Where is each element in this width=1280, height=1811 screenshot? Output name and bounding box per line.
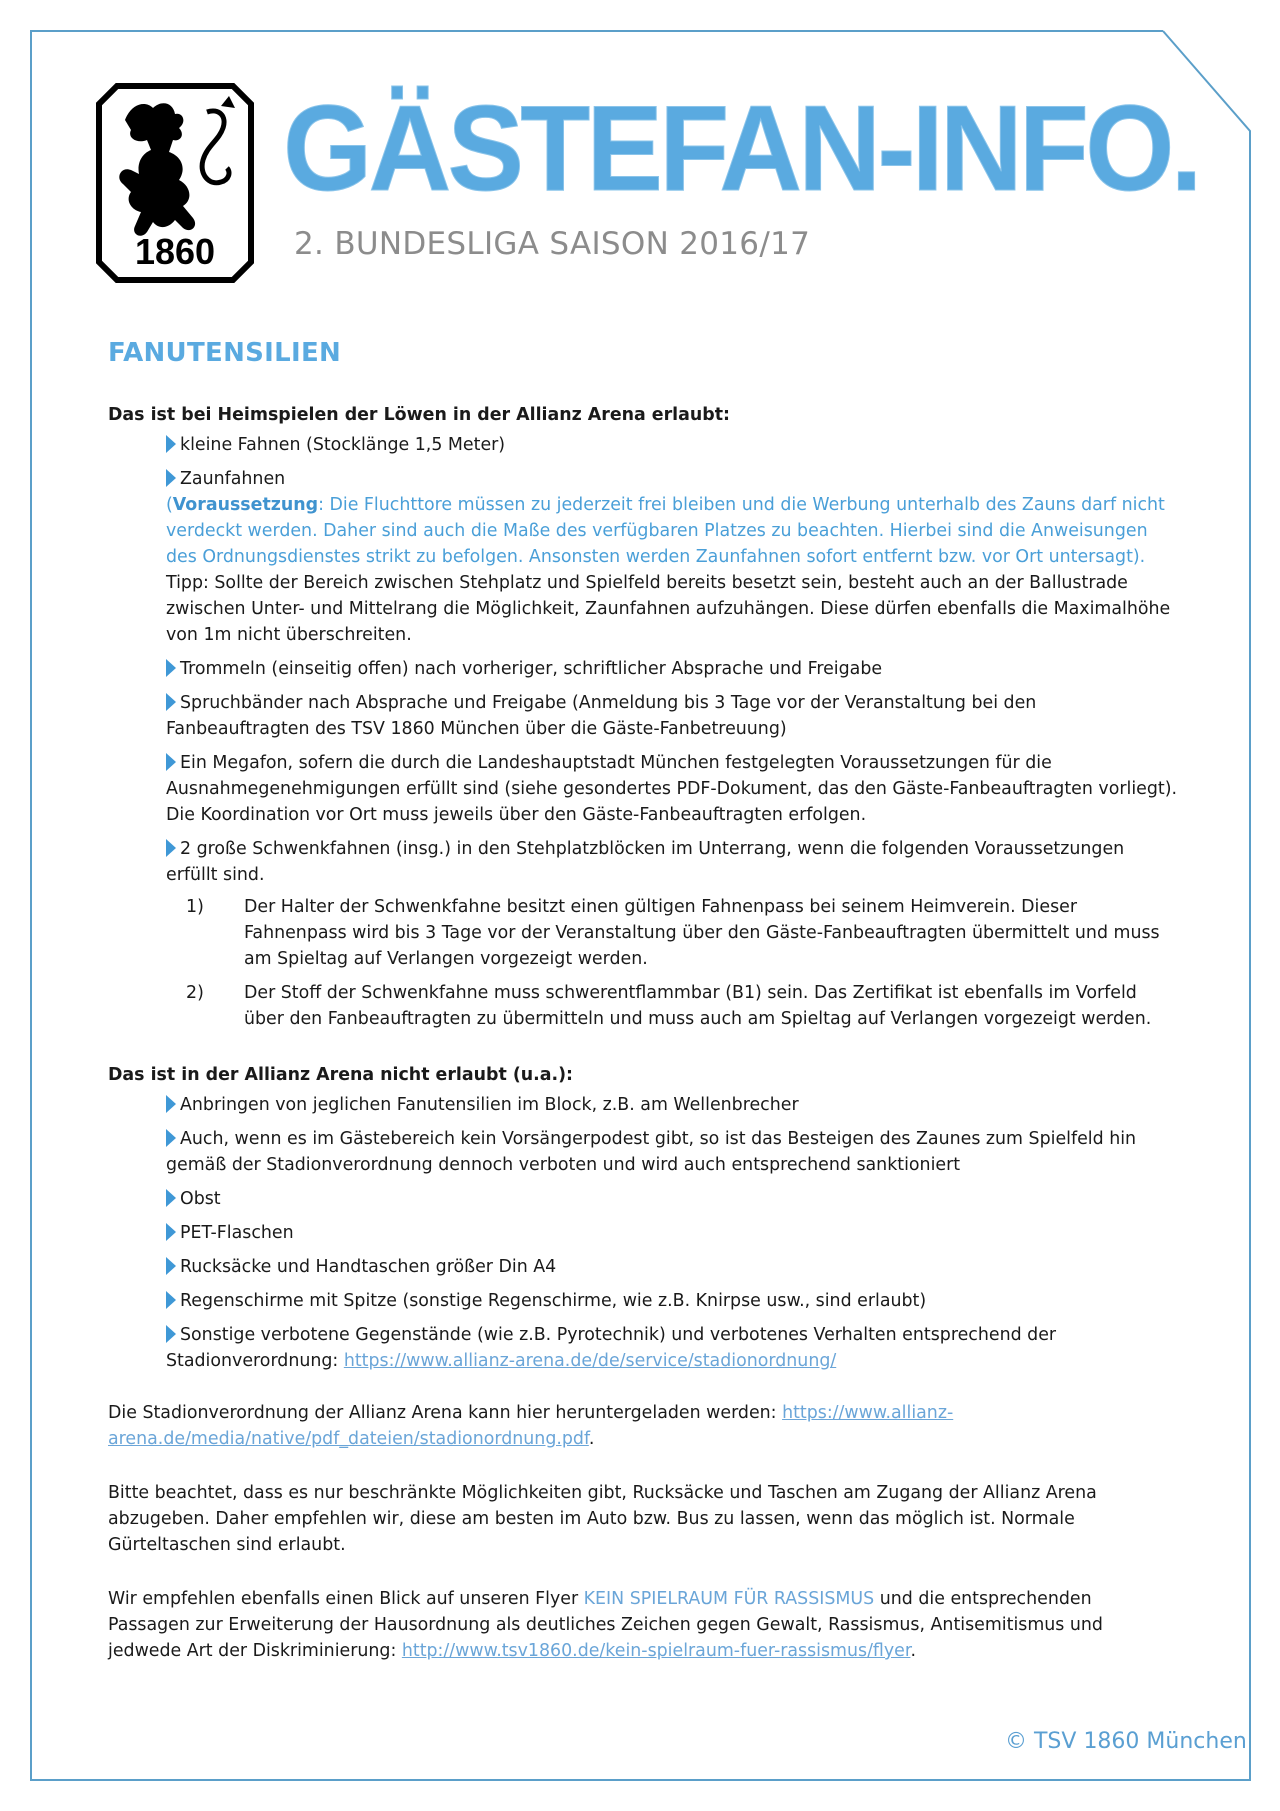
- list-item: Obst: [166, 1186, 1178, 1212]
- list-item: Auch, wenn es im Gästebereich kein Vorsängerpodest gibt, so ist das Besteigen des Zaunes zum Spielfeld hin gemäß der Stadionverordnung dennoch verboten und wird auch entsprechend sanktioniert: [166, 1129, 1137, 1175]
- triangle-bullet-icon: [166, 753, 176, 771]
- triangle-bullet-icon: [166, 693, 176, 711]
- triangle-bullet-icon: [166, 1291, 176, 1309]
- list-item: Trommeln (einseitig offen) nach vorheriger, schriftlicher Absprache und Freigabe: [166, 656, 1178, 682]
- list-item: Sonstige verbotene Gegenstände (wie z.B. Pyrotechnik) und verbotenes Verhalten entsprechend der Stadionverordnung: https://www.allianz-arena.de/de/service/stadionordnung/: [166, 1325, 1057, 1371]
- triangle-bullet-icon: [166, 1257, 176, 1275]
- allowed-heading: Das ist bei Heimspielen der Löwen in der Allianz Arena erlaubt:: [108, 405, 730, 425]
- triangle-bullet-icon: [166, 1095, 176, 1113]
- stadionordnung-link[interactable]: https://www.allianz-arena.de/de/service/stadionordnung/: [343, 1351, 837, 1371]
- list-item: Ein Megafon, sofern die durch die Landeshauptstadt München festgelegten Voraussetzungen für die Ausnahmegenehmigungen erfüllt sind (siehe gesondertes PDF-Dokument, das den Gäste-Fanbeauftragten vorliegt). Die Koordination vor Ort muss jeweils über den Gäste-Fanbeauftragten erfolgen.: [166, 753, 1178, 825]
- list-item: Rucksäcke und Handtaschen größer Din A4: [166, 1254, 1178, 1280]
- club-crest-logo: [95, 82, 255, 284]
- triangle-bullet-icon: [166, 1223, 176, 1241]
- document-body: [108, 340, 1178, 1692]
- download-paragraph: Die Stadionverordnung der Allianz Arena kann hier heruntergeladen werden: https://www.allianz-arena.de/media/native/pdf_dateien/stadionordnung.pdf.: [108, 1403, 954, 1449]
- forbidden-heading: Das ist in der Allianz Arena nicht erlaubt (u.a.):: [108, 1065, 574, 1085]
- bags-paragraph: Bitte beachtet, dass es nur beschränkte Möglichkeiten gibt, Rucksäcke und Taschen am Zugang der Allianz Arena abzugeben. Daher empfehlen wir, diese am besten im Auto bzw. Bus zu lassen, wenn das möglich ist. Normale Gürteltaschen sind erlaubt.: [108, 1483, 1097, 1555]
- section-heading: FANUTENSILIEN: [108, 338, 342, 368]
- list-item: Anbringen von jeglichen Fanutensilien im Block, z.B. am Wellenbrecher: [166, 1092, 1178, 1118]
- zaun-condition-note: (Voraussetzung: Die Fluchttore müssen zu jederzeit frei bleiben und die Werbung unterhalb des Zauns darf nicht verdeckt werden. Daher sind auch die Maße des verfügbaren Platzes zu beachten. Hierbei sind die Anweisungen des Ordnungsdienstes strikt zu befolgen. Ansonsten werden Zaunfahnen sofort entfernt bzw. vor Ort untersagt).: [166, 495, 1165, 567]
- copyright-notice: © TSV 1860 München: [1005, 1729, 1247, 1754]
- triangle-bullet-icon: [166, 659, 176, 677]
- list-item: kleine Fahnen (Stocklänge 1,5 Meter): [166, 432, 1178, 458]
- condition-item: 1) Der Halter der Schwenkfahne besitzt einen gültigen Fahnenpass bei seinem Heimverein. Dieser Fahnenpass wird bis 3 Tage vor der Veranstaltung über den Gäste-Fanbeauftragten übermittelt und muss am Spieltag auf Verlangen vorgezeigt werden.: [186, 897, 1160, 969]
- flyer-link[interactable]: http://www.tsv1860.de/kein-spielraum-fuer-rassismus/flyer: [401, 1641, 911, 1661]
- allowed-list: [108, 432, 1178, 1032]
- flyer-paragraph: Wir empfehlen ebenfalls einen Blick auf unseren Flyer KEIN SPIELRAUM FÜR RASSISMUS und die entsprechenden Passagen zur Erweiterung der Hausordnung als deutliches Zeichen gegen Gewalt, Rassismus, Antisemitismus und jedwede Art der Diskriminierung: http://www.tsv1860.de/kein-spielraum-fuer-rassismus/flyer.: [108, 1589, 1103, 1661]
- triangle-bullet-icon: [166, 839, 176, 857]
- forbidden-list: [108, 1092, 1178, 1374]
- list-item: Zaunfahnen (Voraussetzung: Die Fluchttore müssen zu jederzeit frei bleiben und die Werbung unterhalb des Zauns darf nicht verdeckt werden. Daher sind auch die Maße des verfügbaren Platzes zu beachten. Hierbei sind die Anweisungen des Ordnungsdienstes strikt zu befolgen. Ansonsten werden Zaunfahnen sofort entfernt bzw. vor Ort untersagt). Tipp: Sollte der Bereich zwischen Stehplatz und Spielfeld bereits besetzt sein, besteht auch an der Ballustrade zwischen Unter- und Mittelrang die Möglichkeit, Zaunfahnen aufzuhängen. Diese dürfen ebenfalls die Maximalhöhe von 1m nicht überschreiten.: [166, 469, 1171, 645]
- logo-number: 1860: [134, 231, 216, 272]
- triangle-bullet-icon: [166, 1129, 176, 1147]
- triangle-bullet-icon: [166, 1189, 176, 1207]
- list-item: 2 große Schwenkfahnen (insg.) in den Stehplatzblöcken im Unterrang, wenn die folgenden Voraussetzungen erfüllt sind. 1) Der Halter der Schwenkfahne besitzt einen gültigen Fahnenpass bei seinem Heimverein. Dieser Fahnenpass wird bis 3 Tage vor der Veranstaltung über den Gäste-Fanbeauftragten übermittelt und muss am Spieltag auf Verlangen vorgezeigt werden. 2) Der Stoff der Schwenkfahne muss schwerentflammbar (B1) sein. Das Zertifikat ist ebenfalls im Vorfeld über den Fanbeauftragten zu übermitteln und muss auch am Spieltag auf Verlangen vorgezeigt werden.: [166, 836, 1178, 1032]
- zaun-tip: Tipp: Sollte der Bereich zwischen Stehplatz und Spielfeld bereits besetzt sein, besteht auch an der Ballustrade zwischen Unter- und Mittelrang die Möglichkeit, Zaunfahnen aufzuhängen. Diese dürfen ebenfalls die Maximalhöhe von 1m nicht überschreiten.: [166, 573, 1171, 645]
- page-title: GÄSTEFAN-INFO.: [283, 80, 1199, 216]
- conditions-list: [166, 894, 1178, 1032]
- list-item: Regenschirme mit Spitze (sonstige Regenschirme, wie z.B. Knirpse usw., sind erlaubt): [166, 1288, 1178, 1314]
- stadionordnung-pdf-link[interactable]: https://www.allianz-arena.de/media/native/pdf_dateien/stadionordnung.pdf: [108, 1403, 954, 1449]
- triangle-bullet-icon: [166, 469, 176, 487]
- list-item: Spruchbänder nach Absprache und Freigabe (Anmeldung bis 3 Tage vor der Veranstaltung bei den Fanbeauftragten des TSV 1860 München über die Gäste-Fanbetreuung): [166, 693, 1037, 739]
- triangle-bullet-icon: [166, 435, 176, 453]
- flyer-name: KEIN SPIELRAUM FÜR RASSISMUS: [583, 1589, 875, 1609]
- triangle-bullet-icon: [166, 1325, 176, 1343]
- list-item: PET-Flaschen: [166, 1220, 1178, 1246]
- condition-item: 2) Der Stoff der Schwenkfahne muss schwerentflammbar (B1) sein. Das Zertifikat ist ebenfalls im Vorfeld über den Fanbeauftragten zu übermitteln und muss auch am Spieltag auf Verlangen vorgezeigt werden.: [186, 983, 1152, 1029]
- page-subtitle: 2. BUNDESLIGA SAISON 2016/17: [294, 226, 811, 262]
